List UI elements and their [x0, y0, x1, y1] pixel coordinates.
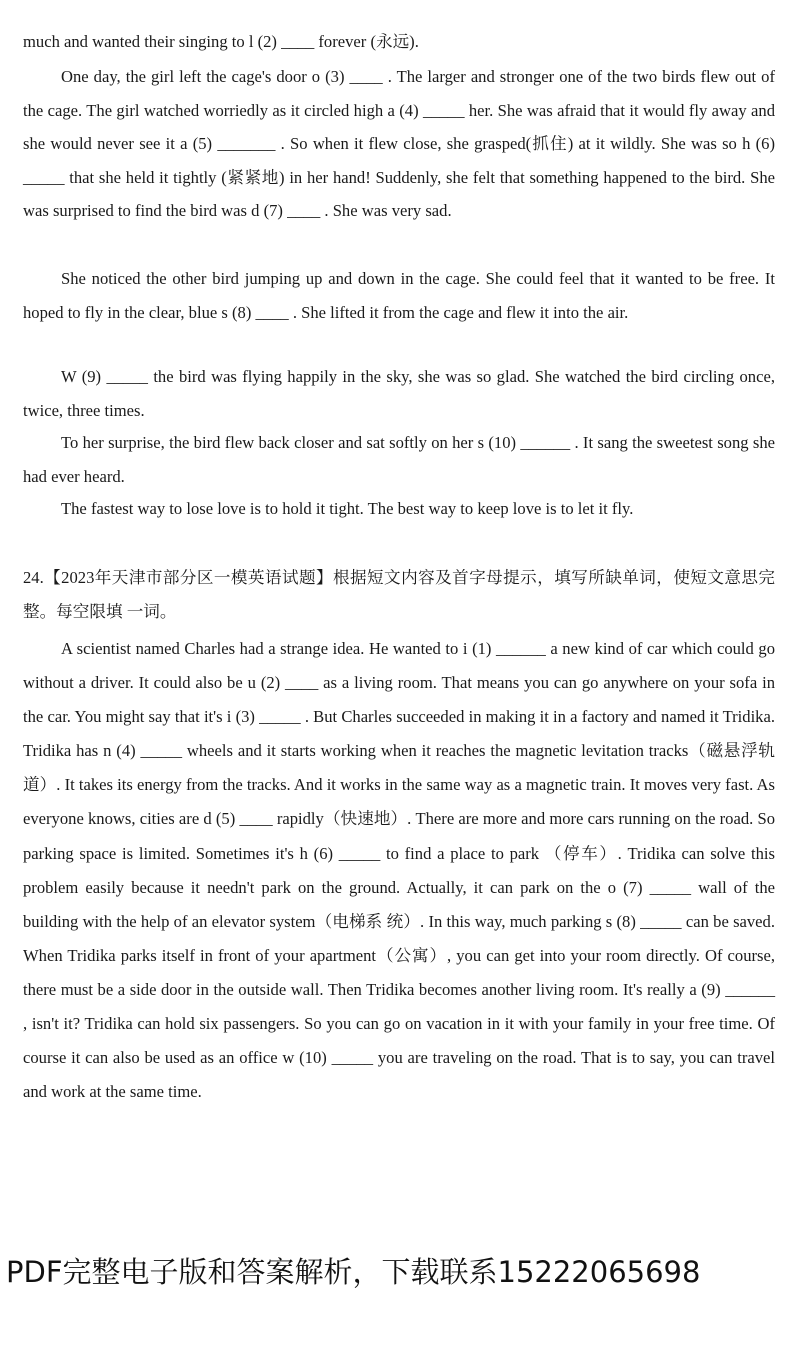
passage-paragraph-one-day: One day, the girl left the cage's door o (3) ____ . The larger and stronger one of the two birds flew out of the cage. The girl watched worriedly as it circled high a (4) _____ her. She was afraid that it would fly away and she would never see it a (5) _______ . So when it flew close, she grasped(抓住) at it wildly. She was so h (6) _____ that she held it tightly (紧紧地) in her hand! Suddenly, she felt that something happened to the bird. She was surprised to find the bird was d (7) ____ . She was very sad. [23, 67, 775, 221]
passage-paragraph-surprise: To her surprise, the bird flew back closer and sat softly on her s (10) ______ . It sang the sweetest song she had ever heard. [23, 433, 775, 486]
question-24-header: 24.【2023年天津市部分区一模英语试题】根据短文内容及首字母提示，填写所缺单词，使短文意思完整。每空限填 一词。 [23, 568, 775, 621]
passage-paragraph-moral: The fastest way to lose love is to hold it tight. The best way to keep love is to let it fly. [61, 499, 634, 518]
question-24-passage: A scientist named Charles had a strange idea. He wanted to i (1) ______ a new kind of car which could go without a driver. It could also be u (2) ____ as a living room. That means you can go anywhere on your sofa in the car. You might say that it's i (3) _____ . But Charles succeeded in making it in a factory and named it Tridika. Tridika has n (4) _____ wheels and it starts working when it reaches the magnetic levitation tracks（磁悬浮轨道）. It takes its energy from the tracks. And it works in the same way as a magnetic train. It moves very fast. As everyone knows, cities are d (5) ____ rapidly（快速地）. There are more and more cars running on the road. So parking space is limited. Sometimes it's h (6) _____ to find a place to park （停车）. Tridika can solve this problem easily because it needn't park on the ground. Actually, it can park on the o (7) _____ wall of the building with the help of an elevator system（电梯系 统）. In this way, much parking s (8) _____ can be saved. When Tridika parks itself in front of your apartment（公寓）, you can get into your room directly. Of course, there must be a side door in the outside wall. Then Tridika becomes another living room. It's really a (9) ______ , isn't it? Tridika can hold six passengers. So you can go on vacation in it with your family in your free time. Of course it can also be used as an office w (10) _____ you are traveling on the road. That is to say, you can travel and work at the same time. [23, 639, 775, 1102]
passage-paragraph-continued: much and wanted their singing to l (2) ____ forever (永远). [23, 32, 419, 51]
passage-paragraph-flying: W (9) _____ the bird was flying happily in the sky, she was so glad. She watched the bird circling once, twice, three times. [23, 367, 775, 420]
passage-paragraph-other-bird: She noticed the other bird jumping up and down in the cage. She could feel that it wanted to be free. It hoped to fly in the clear, blue s (8) ____ . She lifted it from the cage and flew it into the air. [23, 269, 775, 322]
download-contact-banner: PDF完整电子版和答案解析，下载联系15222065698 [6, 1255, 701, 1289]
